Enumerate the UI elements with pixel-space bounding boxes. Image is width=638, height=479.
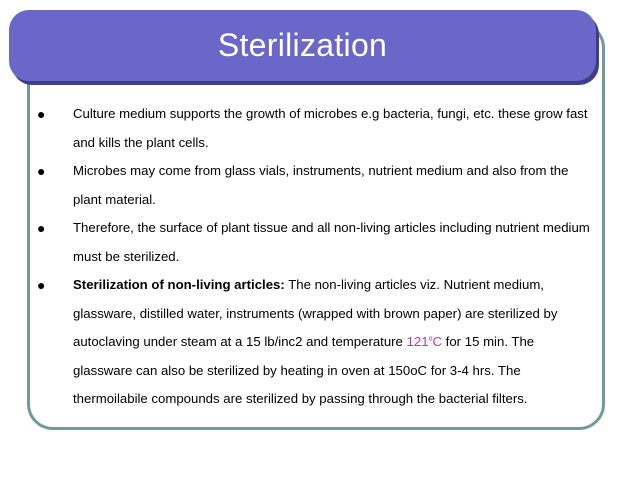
bullet-item [37,271,597,414]
bullet-text: Therefore, the surface of plant tissue and all non-living articles including nutrient medium must be sterilized. [73,220,590,264]
bullet-list [37,100,597,414]
bullet-item [37,100,597,157]
bullet-dot-icon: ● [37,220,46,236]
bullet-text: Microbes may come from glass vials, instruments, nutrient medium and also from the plant material. [73,163,569,207]
bullet-dot-icon: ● [37,163,46,179]
temperature-value [407,334,442,349]
bullet-bold-lead: Sterilization of non-living articles: [73,277,285,292]
bullet-text: Culture medium supports the growth of microbes e.g bacteria, fungi, etc. these grow fast and kills the plant cells. [73,106,588,150]
bullet-item [37,214,597,271]
title-banner [9,10,596,81]
temperature-degree: o [428,335,433,343]
bullet-text: The non-living articles viz. Nutrient medium, glassware, distilled water, instruments (wrapped with brown paper) are sterilized by autoclaving under steam at a 15 lb/inc2 and temperature [73,277,558,349]
temperature-unit: C [432,334,443,349]
temperature-number: 121 [406,334,429,349]
bullet-dot-icon: ● [37,277,46,293]
slide-title: Sterilization [217,27,388,63]
bullet-dot-icon: ● [37,106,46,122]
bullet-text-continued: for 15 min. The glassware can also be sterilized by heating in oven at 150oC for 3-4 hrs. The thermoilabile compounds are sterilized by passing through the bacterial filters. [73,334,535,406]
bullet-item [37,157,597,214]
